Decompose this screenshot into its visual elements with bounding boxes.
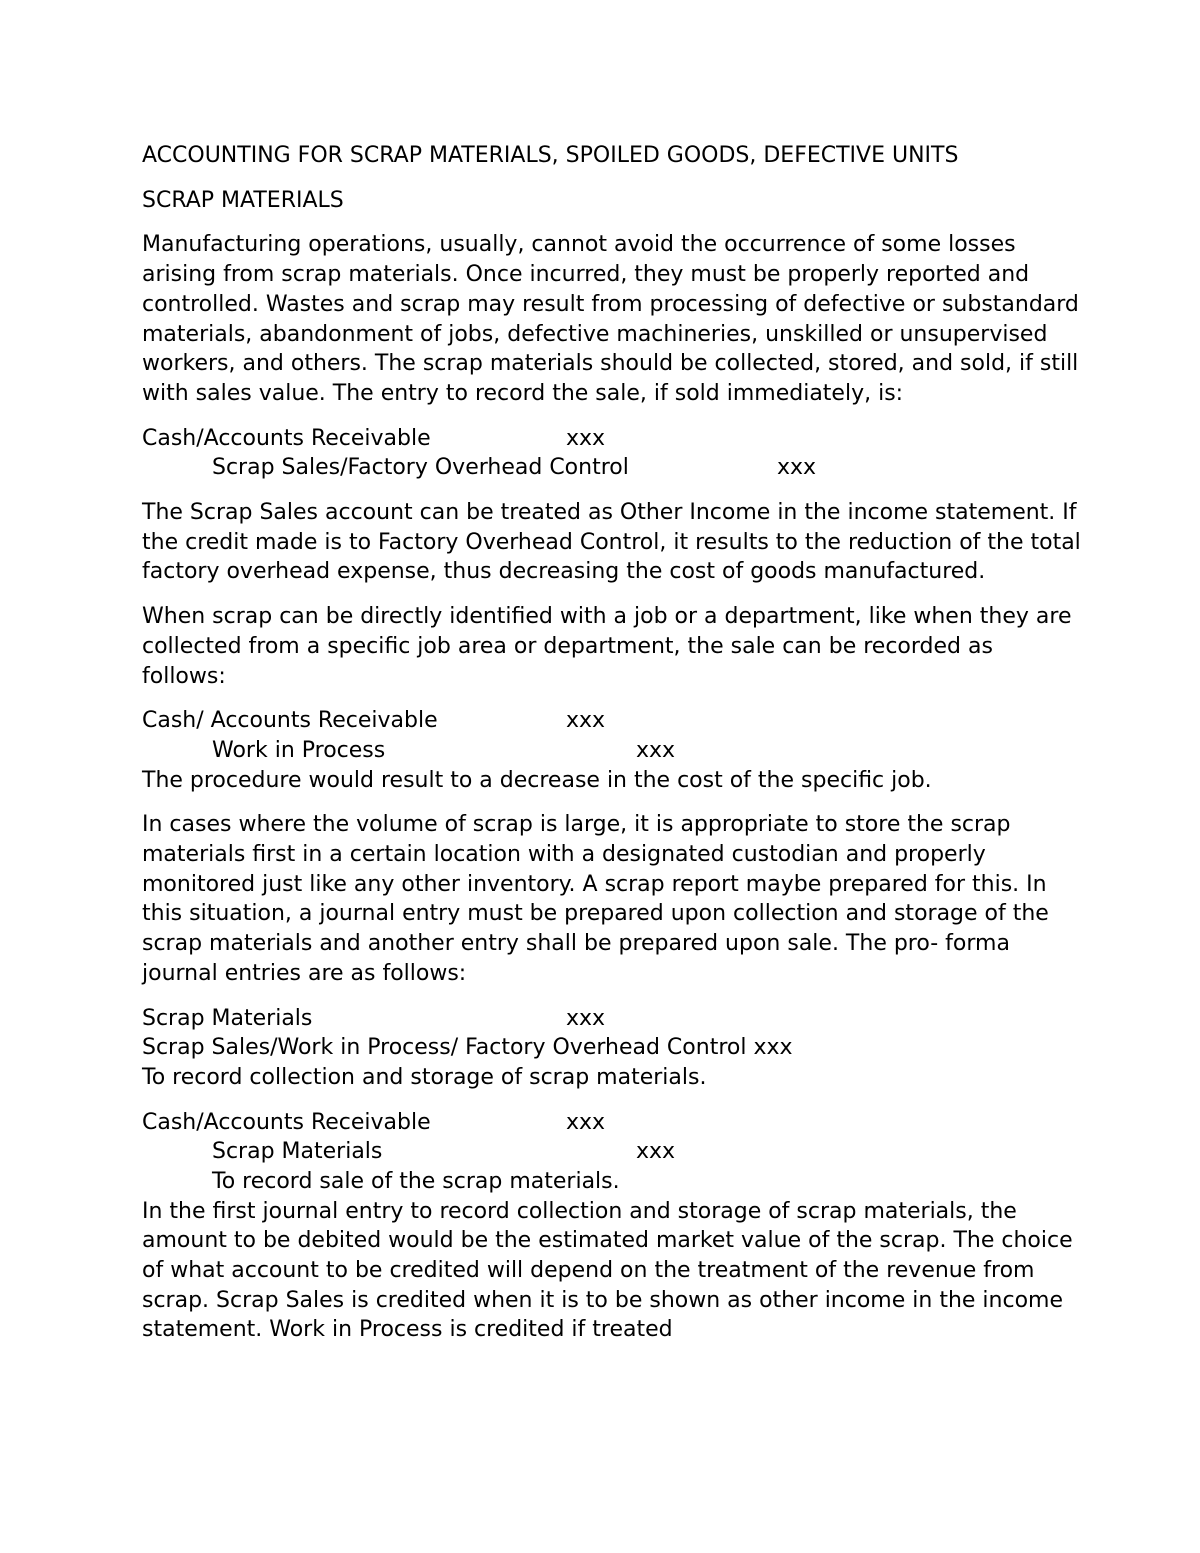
journal-debit-line bbox=[142, 706, 1082, 736]
debit-account: Cash/ Accounts Receivable bbox=[142, 708, 438, 734]
paragraph: In cases where the volume of scrap is large, it is appropriate to store the scrap materials first in a certain location with a designated custodian and properly monitored just like any other inventory. A scrap report maybe prepared for this. In this situation, a journal entry must be prepared upon collection and storage of the scrap materials and another entry shall be prepared upon sale. The pro- forma journal entries are as follows: bbox=[142, 812, 1049, 986]
journal-memo: To record sale of the scrap materials. bbox=[212, 1168, 620, 1194]
credit-account: Scrap Sales/Factory Overhead Control bbox=[212, 455, 629, 481]
paragraph: When scrap can be directly identified with a job or a department, like when they are collected from a specific job area or department, the sale can be recorded as follows: bbox=[142, 604, 1072, 689]
journal-debit-line bbox=[142, 1108, 1082, 1138]
journal-entry bbox=[142, 1004, 1082, 1093]
journal-memo-line bbox=[142, 1167, 1082, 1197]
paragraph: In the first journal entry to record collection and storage of scrap materials, the amount to be debited would be the estimated market value of the scrap. The choice of what account to be credited will depend on the treatment of the revenue from scrap. Scrap Sales is credited when it is to be shown as other income in the income statement. Work in Process is credited if treated bbox=[142, 1198, 1073, 1343]
debit-amount: xxx bbox=[566, 708, 606, 734]
credit-account: Scrap Materials bbox=[212, 1139, 383, 1165]
journal-credit-line bbox=[142, 1137, 1082, 1167]
journal-credit-line bbox=[142, 453, 1082, 483]
debit-amount: xxx bbox=[566, 1109, 606, 1135]
credit-amount: xxx bbox=[777, 455, 817, 481]
journal-entry bbox=[142, 706, 1082, 765]
document-page bbox=[142, 141, 1082, 1360]
debit-amount: xxx bbox=[566, 425, 606, 451]
document-title: ACCOUNTING FOR SCRAP MATERIALS, SPOILED GOODS, DEFECTIVE UNITS bbox=[142, 143, 959, 168]
credit-account: Work in Process bbox=[212, 737, 386, 763]
debit-account: Scrap Materials bbox=[142, 1005, 313, 1031]
credit-amount: xxx bbox=[636, 1139, 676, 1165]
paragraph: The Scrap Sales account can be treated as Other Income in the income statement. If the credit made is to Factory Overhead Control, it results to the reduction of the total factory overhead expense, thus decreasing the cost of goods manufactured. bbox=[142, 500, 1081, 585]
paragraph: The procedure would result to a decrease in the cost of the specific job. bbox=[142, 767, 932, 793]
journal-memo: To record collection and storage of scrap materials. bbox=[142, 1064, 707, 1090]
debit-account: Cash/Accounts Receivable bbox=[142, 1109, 431, 1135]
debit-account: Cash/Accounts Receivable bbox=[142, 425, 431, 451]
journal-entry bbox=[142, 1108, 1082, 1197]
section-heading: SCRAP MATERIALS bbox=[142, 187, 344, 213]
journal-credit-line: Scrap Sales/Work in Process/ Factory Overhead Control xxx bbox=[142, 1035, 793, 1061]
journal-credit-line bbox=[142, 736, 1082, 766]
credit-amount: xxx bbox=[636, 737, 676, 763]
journal-debit-line bbox=[142, 424, 1082, 454]
journal-entry bbox=[142, 424, 1082, 483]
journal-debit-line bbox=[142, 1004, 1082, 1034]
paragraph: Manufacturing operations, usually, cannot avoid the occurrence of some losses arising from scrap materials. Once incurred, they must be properly reported and controlled. Wastes and scrap may result from processing of defective or substandard materials, abandonment of jobs, defective machineries, unskilled or unsupervised workers, and others. The scrap materials should be collected, stored, and sold, if still with sales value. The entry to record the sale, if sold immediately, is: bbox=[142, 232, 1079, 406]
debit-amount: xxx bbox=[566, 1005, 606, 1031]
